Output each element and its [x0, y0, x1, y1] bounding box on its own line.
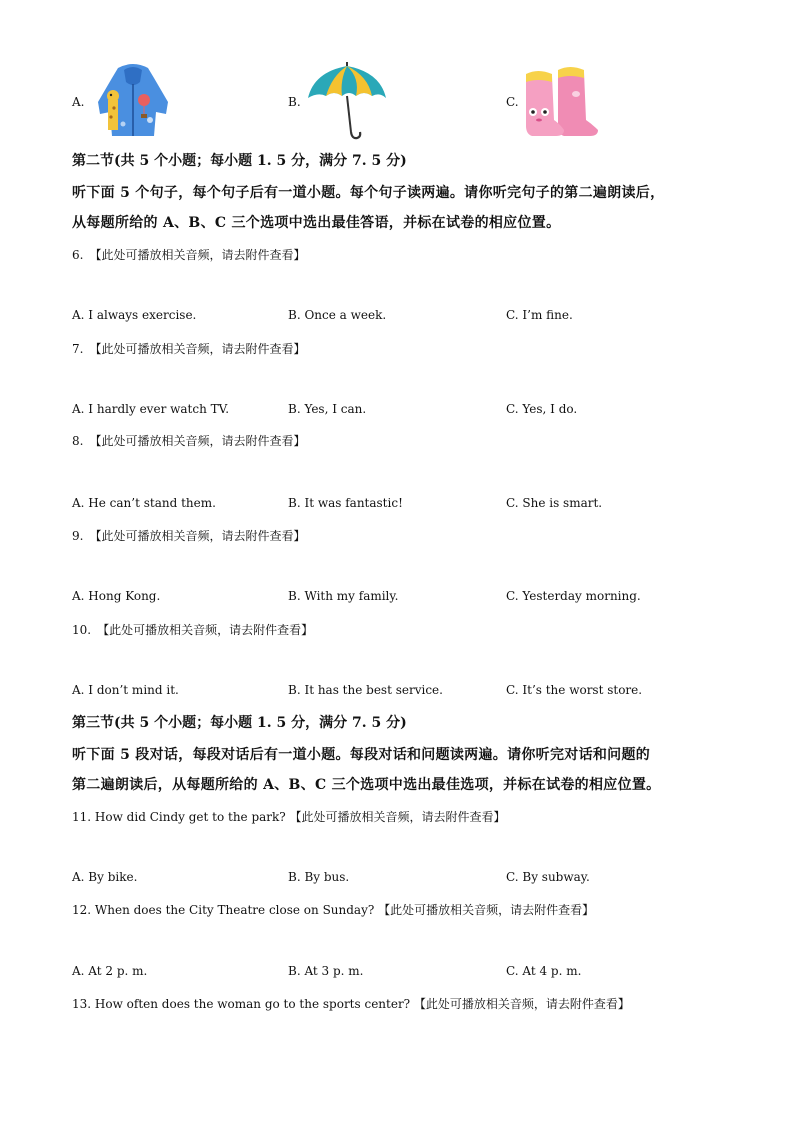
- question-11-option-b: B. By bus.: [288, 870, 350, 884]
- question-9-option-a: A. Hong Kong.: [72, 589, 161, 603]
- question-6-option-b: B. Once a week.: [288, 308, 387, 322]
- section2-instruction-line1: 听下面 5 个句子，每个句子后有一道小题。每个句子读两遍。请你听完句子的第二遍朗读后，: [72, 185, 665, 201]
- section2-heading: 第二节(共 5 个小题；每小题 1. 5 分，满分 7. 5 分): [72, 153, 407, 169]
- question-6-option-c: C. I’m fine.: [506, 308, 573, 322]
- question-7-option-c: C. Yes, I do.: [506, 402, 578, 416]
- question-12-label: 12. When does the City Theatre close on Sunday? 【此处可播放相关音频，请去附件查看】: [72, 903, 595, 917]
- question-9-option-c: C. Yesterday morning.: [506, 589, 641, 603]
- question-6-option-a: A. I always exercise.: [72, 308, 197, 322]
- question-8-label: 8. 【此处可播放相关音频，请去附件查看】: [72, 434, 306, 448]
- question-8-option-a: A. He can’t stand them.: [72, 496, 216, 510]
- section3-instruction-line1: 听下面 5 段对话，每段对话后有一道小题。每段对话和问题读两遍。请你听完对话和问题的: [72, 747, 651, 763]
- option-c-letter: C.: [506, 95, 519, 109]
- question-10-option-a: A. I don’t mind it.: [72, 683, 179, 697]
- question-10-option-c: C. It’s the worst store.: [506, 683, 643, 697]
- question-10-option-b: B. It has the best service.: [288, 683, 443, 697]
- raincoat-icon: [88, 62, 178, 144]
- question-11-label: 11. How did Cindy get to the park? 【此处可播放相关音频，请去附件查看】: [72, 810, 506, 824]
- question-7-option-b: B. Yes, I can.: [288, 402, 367, 416]
- question-7-option-a: A. I hardly ever watch TV.: [72, 402, 230, 416]
- question-13-label: 13. How often does the woman go to the sports center? 【此处可播放相关音频，请去附件查看】: [72, 997, 630, 1011]
- question-8-option-c: C. She is smart.: [506, 496, 603, 510]
- question-8-option-b: B. It was fantastic!: [288, 496, 403, 510]
- question-7-label: 7. 【此处可播放相关音频，请去附件查看】: [72, 342, 306, 356]
- rain-boots-icon: [518, 64, 608, 144]
- question-10-label: 10. 【此处可播放相关音频，请去附件查看】: [72, 623, 314, 637]
- option-b-letter: B.: [288, 95, 301, 109]
- question-11-option-a: A. By bike.: [72, 870, 138, 884]
- question-12-option-c: C. At 4 p. m.: [506, 964, 582, 978]
- question-11-option-c: C. By subway.: [506, 870, 590, 884]
- umbrella-icon: [302, 62, 392, 146]
- question-12-option-b: B. At 3 p. m.: [288, 964, 364, 978]
- section3-heading: 第三节(共 5 个小题；每小题 1. 5 分，满分 7. 5 分): [72, 715, 407, 731]
- section2-instruction-line2: 从每题所给的 A、B、C 三个选项中选出最佳答语，并标在试卷的相应位置。: [72, 215, 561, 231]
- question-9-option-b: B. With my family.: [288, 589, 399, 603]
- section3-instruction-line2: 第二遍朗读后，从每题所给的 A、B、C 三个选项中选出最佳选项，并标在试卷的相应位置。: [72, 777, 661, 793]
- question-6-label: 6. 【此处可播放相关音频，请去附件查看】: [72, 248, 306, 262]
- question-12-option-a: A. At 2 p. m.: [72, 964, 148, 978]
- question-9-label: 9. 【此处可播放相关音频，请去附件查看】: [72, 529, 306, 543]
- option-a-letter: A.: [72, 95, 85, 109]
